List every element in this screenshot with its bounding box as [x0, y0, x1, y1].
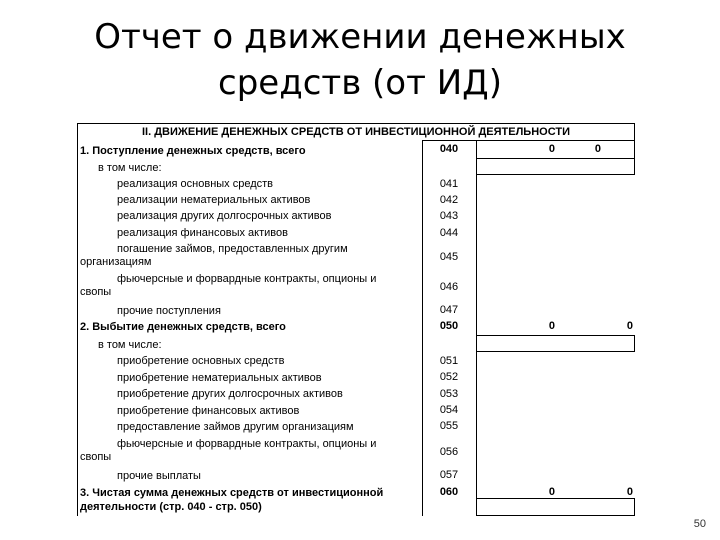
- heading-bottom-border: [422, 140, 635, 141]
- row-label: фьючерсные и форвардные контракты, опционы и: [117, 438, 377, 450]
- row-label: 3. Чистая сумма денежных средств от инвестиционной: [80, 487, 384, 499]
- row-label: прочие поступления: [117, 305, 221, 317]
- empty-value-cell: [476, 158, 635, 175]
- row-label: фьючерсные и форвардные контракты, опционы и: [117, 273, 377, 285]
- row-code: 057: [439, 469, 459, 481]
- table-top-border: [77, 123, 635, 124]
- row-value: 0: [548, 320, 555, 332]
- row-label-continued: свопы: [80, 451, 112, 463]
- row-value: 0: [626, 320, 633, 332]
- row-label: в том числе:: [98, 339, 162, 351]
- row-label: приобретение основных средств: [117, 355, 285, 367]
- row-label: реализации нематериальных активов: [117, 194, 311, 206]
- row-label: в том числе:: [98, 162, 162, 174]
- row-code: 046: [439, 281, 459, 293]
- row-code: 047: [439, 304, 459, 316]
- code-col-right-border: [476, 140, 477, 516]
- row-code: 041: [439, 178, 459, 190]
- row-value: 0: [626, 486, 633, 498]
- row-label: приобретение нематериальных активов: [117, 372, 322, 384]
- row-code: 051: [439, 355, 459, 367]
- slide-title: [0, 14, 720, 106]
- row-code: 040: [439, 143, 459, 155]
- row-code: 043: [439, 210, 459, 222]
- table-left-border: [77, 123, 78, 516]
- row-value: 0: [594, 143, 601, 155]
- row-label: приобретение финансовых активов: [117, 405, 300, 417]
- row-code: 056: [439, 446, 459, 458]
- row-label-continued: деятельности (стр. 040 - стр. 050): [80, 501, 262, 513]
- row-label: предоставление займов другим организациям: [117, 421, 354, 433]
- title-line-2: средств (от ИД): [218, 63, 502, 103]
- row-code: 052: [439, 371, 459, 383]
- empty-value-cell: [476, 335, 635, 352]
- title-line-1: Отчет о движении денежных: [94, 17, 626, 57]
- row-code: 054: [439, 404, 459, 416]
- row-label: погашение займов, предоставленных другим: [117, 243, 348, 255]
- row-code: 055: [439, 420, 459, 432]
- page-number: 50: [693, 518, 706, 530]
- row-label-continued: организациям: [80, 256, 152, 268]
- row-label-continued: свопы: [80, 286, 112, 298]
- row-label: 2. Выбытие денежных средств, всего: [80, 321, 286, 333]
- row-code: 060: [439, 486, 459, 498]
- row-label: 1. Поступление денежных средств, всего: [80, 145, 306, 157]
- row-label: приобретение других долгосрочных активов: [117, 388, 343, 400]
- row-value: 0: [548, 143, 555, 155]
- row-code: 050: [439, 320, 459, 332]
- table-heading: II. ДВИЖЕНИЕ ДЕНЕЖНЫХ СРЕДСТВ ОТ ИНВЕСТИЦИОННОЙ ДЕЯТЕЛЬНОСТИ: [142, 126, 570, 138]
- empty-value-cell: [476, 498, 635, 516]
- row-label: реализация других долгосрочных активов: [117, 210, 332, 222]
- row-code: 042: [439, 194, 459, 206]
- row-code: 044: [439, 227, 459, 239]
- row-code: 053: [439, 388, 459, 400]
- row-label: прочие выплаты: [117, 470, 201, 482]
- row-code: 045: [439, 251, 459, 263]
- row-label: реализация финансовых активов: [117, 227, 288, 239]
- row-label: реализация основных средств: [117, 178, 274, 190]
- row-value: 0: [548, 486, 555, 498]
